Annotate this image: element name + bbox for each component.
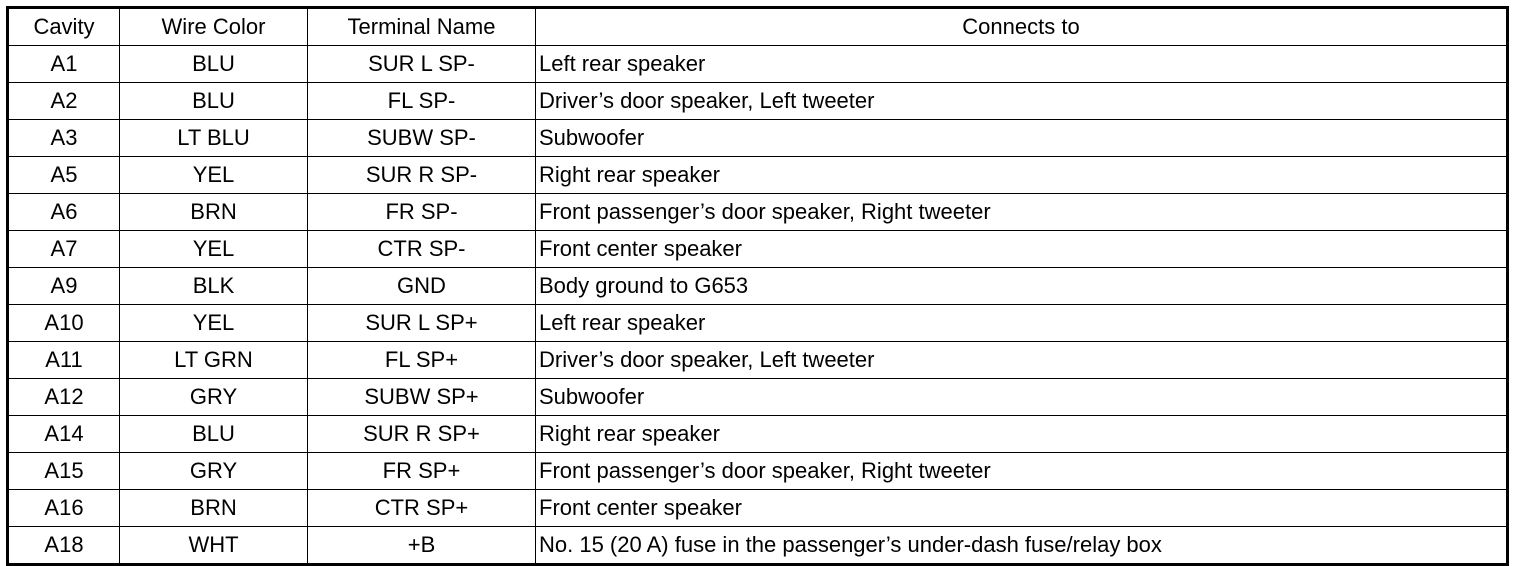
wire-color-cell: GRY <box>120 453 308 490</box>
cavity-cell: A2 <box>8 83 120 120</box>
cavity-cell: A11 <box>8 342 120 379</box>
wire-color-cell: YEL <box>120 305 308 342</box>
cavity-cell: A15 <box>8 453 120 490</box>
cavity-cell: A3 <box>8 120 120 157</box>
connects-to-cell: Front passenger’s door speaker, Right tweeter <box>536 453 1508 490</box>
table-row <box>8 157 1508 194</box>
terminal-name-cell: SUBW SP+ <box>308 379 536 416</box>
table-row <box>8 194 1508 231</box>
header-cavity: Cavity <box>8 8 120 46</box>
connects-to-cell: Driver’s door speaker, Left tweeter <box>536 342 1508 379</box>
wire-color-cell: BLK <box>120 268 308 305</box>
terminal-name-cell: CTR SP- <box>308 231 536 268</box>
wire-color-cell: BRN <box>120 490 308 527</box>
table-row <box>8 416 1508 453</box>
cavity-cell: A5 <box>8 157 120 194</box>
terminal-name-cell: SUR R SP+ <box>308 416 536 453</box>
table-row <box>8 527 1508 565</box>
table-row <box>8 379 1508 416</box>
wire-color-cell: YEL <box>120 231 308 268</box>
wire-color-cell: YEL <box>120 157 308 194</box>
table-row <box>8 453 1508 490</box>
wire-color-cell: WHT <box>120 527 308 565</box>
connects-to-cell: Body ground to G653 <box>536 268 1508 305</box>
table-row <box>8 268 1508 305</box>
cavity-cell: A1 <box>8 46 120 83</box>
table-row <box>8 120 1508 157</box>
wire-color-cell: BRN <box>120 194 308 231</box>
connects-to-cell: Right rear speaker <box>536 157 1508 194</box>
connector-pinout-table <box>6 6 1509 566</box>
wire-color-cell: GRY <box>120 379 308 416</box>
connects-to-cell: Front center speaker <box>536 231 1508 268</box>
terminal-name-cell: SUR R SP- <box>308 157 536 194</box>
table-row <box>8 46 1508 83</box>
terminal-name-cell: FR SP+ <box>308 453 536 490</box>
header-terminal-name: Terminal Name <box>308 8 536 46</box>
table-row <box>8 83 1508 120</box>
terminal-name-cell: FR SP- <box>308 194 536 231</box>
cavity-cell: A10 <box>8 305 120 342</box>
cavity-cell: A18 <box>8 527 120 565</box>
connects-to-cell: Driver’s door speaker, Left tweeter <box>536 83 1508 120</box>
table-row <box>8 305 1508 342</box>
connects-to-cell: Right rear speaker <box>536 416 1508 453</box>
wire-color-cell: BLU <box>120 416 308 453</box>
header-wire-color: Wire Color <box>120 8 308 46</box>
connects-to-cell: Front passenger’s door speaker, Right tweeter <box>536 194 1508 231</box>
cavity-cell: A6 <box>8 194 120 231</box>
wire-color-cell: LT GRN <box>120 342 308 379</box>
wire-color-cell: LT BLU <box>120 120 308 157</box>
connects-to-cell: Subwoofer <box>536 120 1508 157</box>
terminal-name-cell: CTR SP+ <box>308 490 536 527</box>
cavity-cell: A16 <box>8 490 120 527</box>
terminal-name-cell: FL SP+ <box>308 342 536 379</box>
header-connects-to: Connects to <box>536 8 1508 46</box>
terminal-name-cell: +B <box>308 527 536 565</box>
connects-to-cell: Left rear speaker <box>536 305 1508 342</box>
connects-to-cell: Subwoofer <box>536 379 1508 416</box>
wire-color-cell: BLU <box>120 83 308 120</box>
header-row <box>8 8 1508 46</box>
terminal-name-cell: SUR L SP- <box>308 46 536 83</box>
connects-to-cell: No. 15 (20 A) fuse in the passenger’s under-dash fuse/relay box <box>536 527 1508 565</box>
cavity-cell: A7 <box>8 231 120 268</box>
connects-to-cell: Front center speaker <box>536 490 1508 527</box>
table-row <box>8 490 1508 527</box>
table-row <box>8 231 1508 268</box>
cavity-cell: A9 <box>8 268 120 305</box>
terminal-name-cell: SUBW SP- <box>308 120 536 157</box>
terminal-name-cell: SUR L SP+ <box>308 305 536 342</box>
terminal-name-cell: GND <box>308 268 536 305</box>
table-row <box>8 342 1508 379</box>
connects-to-cell: Left rear speaker <box>536 46 1508 83</box>
wire-color-cell: BLU <box>120 46 308 83</box>
terminal-name-cell: FL SP- <box>308 83 536 120</box>
cavity-cell: A12 <box>8 379 120 416</box>
cavity-cell: A14 <box>8 416 120 453</box>
